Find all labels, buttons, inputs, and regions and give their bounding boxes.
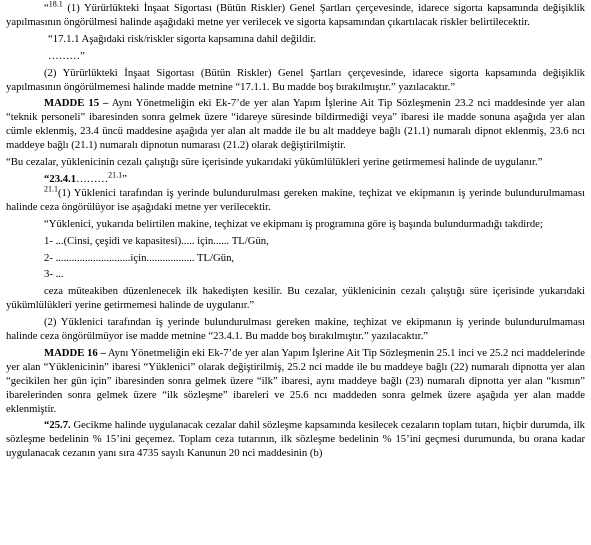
paragraph-23-4-2: (2) Yüklenici tarafından iş yerinde bulundurulması gereken makine, teçhizat ve ekipmanın iş yerinde bulundurulmaması halinde ceza öngörülmüyor ise madde metnine “23.4.1. Bu madde boş bırakılmıştır.” yazılacaktır.” <box>6 316 585 343</box>
quote-contractor-machinery: “Yüklenici, yukarıda belirtilen makine, teçhizat ve ekipmanı iş programına göre iş başında bulundurmadığı takdirde; <box>44 217 543 230</box>
section-23-4-1-label: “23.4.1 <box>44 172 77 185</box>
section-23-4-1 <box>6 170 585 187</box>
quote-penalty-sentence: “Bu cezalar, yüklenicinin cezalı çalıştığı süre içerisinde yukarıdaki yükümlülükleri yerine getirmemesi halinde de uygulanır.” <box>6 156 543 169</box>
footnote-ref-21-1: 21.1 <box>108 170 123 180</box>
list-item-3: 3- ... <box>44 268 64 281</box>
section-23-4-1-tail: ” <box>122 172 127 185</box>
paragraph-18-1-text: (1) Yürürlükteki İnşaat Sigortası (Bütün Riskler) Genel Şartları çerçevesinde, idarece sigorta kapsamında değişiklik yapılmasının öngörülmesi halinde aşağıdaki metne yer verilecek ve sigorta kapsamından çıkartılacak riskler belirtilecektir. <box>6 2 585 28</box>
article-15 <box>6 97 585 153</box>
list-item-1: 1- ...(Cinsi, çeşidi ve kapasitesi)..... için...... TL/Gün, <box>44 234 269 247</box>
section-25-7-text: Gecikme halinde uygulanacak cezalar dahil sözleşme kapsamında kesilecek cezaların toplam tutarı, hiçbir durumda, ilk sözleşme bedelinin % 15’ini geçemez. Toplam ceza tutarının, ilk sözleşme bedelinin % 15’ini geçmesi durumunda, bu orana kadar uygulanacak cezanın yanı sıra 4735 sayılı Kanunun 20 nci maddesinin (b) <box>6 419 586 460</box>
quote-17-1-1: “17.1.1 Aşağıdaki risk/riskler sigorta kapsamına dahil değildir. <box>48 32 317 45</box>
article-16-text: Aynı Yönetmeliğin eki Ek-7’de yer alan Yapım İşlerine Ait Tip Sözleşmenin 25.1 inci ve 25.2 nci maddelerinde yer alan “Yüklenicinin” ibaresi “Yüklenici” olarak değiştirilmiş, 25.2 nci madde ile bu maddeye bağlı (22) numaralı dipnotta yer alan “gecikilen her gün için” ibaresinden sonra gelmek üzere “ilk” ibaresi, aynı maddeye bağlı (23) numaralı dipnotta yer alan “kısmın” ibarelerinden sonra gelmek üzere “ilk sözleşme” ibareleri ve 25.6 ncı maddeden sonra gelmek üzere aşağıda yer alan madde eklenmiştir. <box>6 346 585 415</box>
article-15-heading: MADDE 15 – <box>44 97 109 110</box>
footnote-marker-18-1: 18.1 <box>48 0 63 9</box>
footnote-21-1-marker: 21.1 <box>44 184 58 194</box>
article-16-heading: MADDE 16 – <box>44 346 106 359</box>
section-25-7-label: “25.7. <box>44 419 71 432</box>
paragraph-17-2: (2) Yürürlükteki İnşaat Sigortası (Bütün Riskler) Genel Şartları çerçevesinde, idarece sigorta kapsamında değişiklik yapılmasının öngörülmemesi halinde madde metnine “17.1.1. Bu madde boş bırakılmıştır.” yazılacaktır.” <box>6 66 585 93</box>
footnote-21-1-text: (1) Yüklenici tarafından iş yerinde bulundurulması gereken makine, teçhizat ve ekipmanın iş yerinde bulundurulmaması halinde ceza öngörülüyor ise aşağıdaki metne yer verilecektir. <box>6 186 585 213</box>
article-16 <box>6 347 585 417</box>
article-15-text: Aynı Yönetmeliğin eki Ek-7’de yer alan Yapım İşlerine Ait Tip Sözleşmenin 23.2 nci maddesinde yer alan “teknik personeli” ibaresinden sonra gelmek üzere “idareye süresinde bildirmediği veya” ibaresi ile madde sonuna aşağıda yer alan cümle eklenmiş, 23.4 üncü maddesine aşağıda yer alan alt madde ile bu alt maddeye bağlı (21.1) numaralı dipnot eklenmiş, 23.6 ncı maddeye bağlı (21.1) numaralı dipnotun numarası (21.2) olarak değiştirilmiştir. <box>6 97 585 152</box>
section-25-7 <box>6 419 585 461</box>
list-item-2: 2- ............................için.................. TL/Gün, <box>44 251 235 264</box>
section-23-4-1-dots: ……… <box>76 172 109 185</box>
paragraph-penalty-deduction: ceza müteakiben düzenlenecek ilk hakedişten kesilir. Bu cezalar, yüklenicinin cezalı çalıştığı süre içerisinde yukarıdaki yükümlülükleri yerine getirmemesi halinde de uygulanır.” <box>6 285 585 312</box>
paragraph-18-1: “$^{18.1}$ (1) Yürürlükteki İnşaat Sigortası (Bütün Riskler) Genel Şartları çerçevesinde, idarece sigorta kapsamında değişiklik yapılmasının öngörülmesi halinde aşağıdaki metne yer verilecek ve sigorta kapsamından çıkartılacak riskler belirtilecektir. <box>6 0 585 28</box>
footnote-21-1 <box>6 184 585 215</box>
quote-ellipsis: ………” <box>48 49 85 62</box>
